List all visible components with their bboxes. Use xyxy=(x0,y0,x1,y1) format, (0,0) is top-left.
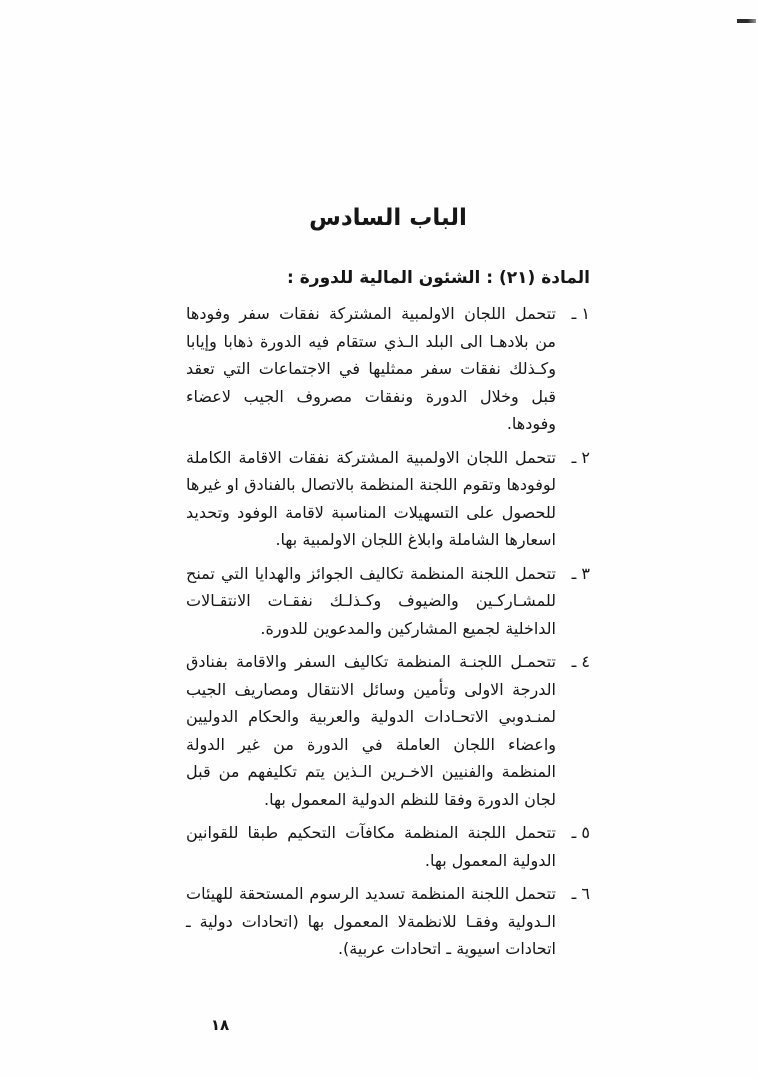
item-number: ٢ ـ xyxy=(571,447,590,467)
article-heading: المادة (٢١) : الشئون المالية للدورة : xyxy=(287,268,590,288)
item-number: ٥ ـ xyxy=(571,823,590,842)
item-text: تتحمـل اللجنـة المنظمة تكاليف السفر والاقامة بفنادق الدرجة الاولى وتأمين وسائل الانتقال ومصاريف الجيب لمنـدوبي الاتحـادات الدولية والعربية والحكام الدوليين واعضاء اللجان العاملة في الدورة من غير الدولة المنظمة والفنيين الاخـرين الـذين يتم تكليفهم من قبل لجان الدورة وفقا للنظم الدولية المعمول بها. xyxy=(186,652,556,809)
list-item xyxy=(186,444,590,554)
item-number: ٣ ـ xyxy=(571,563,590,583)
item-text: تتحمل اللجنة المنظمة مكافآت التحكيم طبقا للقوانين الدولية المعمول بها. xyxy=(186,823,556,870)
item-number: ٤ ـ xyxy=(571,652,590,671)
list-item xyxy=(186,819,590,874)
article-item-list xyxy=(186,300,590,969)
item-text: تتحمل اللجان الاولمبية المشتركة نفقات سفر وفودها من بلادهـا الى البلد الـذي ستقام فيه الدورة ذهابا وإيابا وكـذلك نفقات سفر ممثليها في الاجتماعات التي تعقد قبل وخلال الدورة ونفقات مصروف الجيب لاعضاء وفودها. xyxy=(186,304,556,433)
page-number: ١٨ xyxy=(210,1016,230,1034)
list-item xyxy=(186,560,590,643)
list-item xyxy=(186,880,590,963)
item-number: ١ ـ xyxy=(571,304,590,323)
scan-artifact-dash xyxy=(737,19,756,23)
item-text: تتحمل اللجنة المنظمة تسديد الرسوم المستحقة للهيئات الـدولية وفقـا للانظمةلا المعمول بها (اتحادات دولية ـ اتحادات اسيوية ـ اتحادات عربية). xyxy=(186,884,556,958)
item-text: تتحمل اللجان الاولمبية المشتركة نفقات الاقامة الكاملة لوفودها وتقوم اللجنة المنظمة بالاتصال بالفنادق او غيرها للحصول على التسهيلات المناسبة لاقامة الوفود وتحديد اسعارها الشاملة وابلاغ اللجان الاولمبية بها. xyxy=(186,447,556,549)
chapter-title: الباب السادس xyxy=(309,205,467,231)
list-item xyxy=(186,648,590,813)
item-text: تتحمل اللجنة المنظمة تكاليف الجوائز والهدايا التي تمنح للمشـاركـين والضيوف وكـذلـك نفقـات الانتقـالات الداخلية لجميع المشاركين والمدعوين للدورة. xyxy=(186,563,556,638)
list-item xyxy=(186,300,590,438)
item-number: ٦ ـ xyxy=(571,884,590,903)
